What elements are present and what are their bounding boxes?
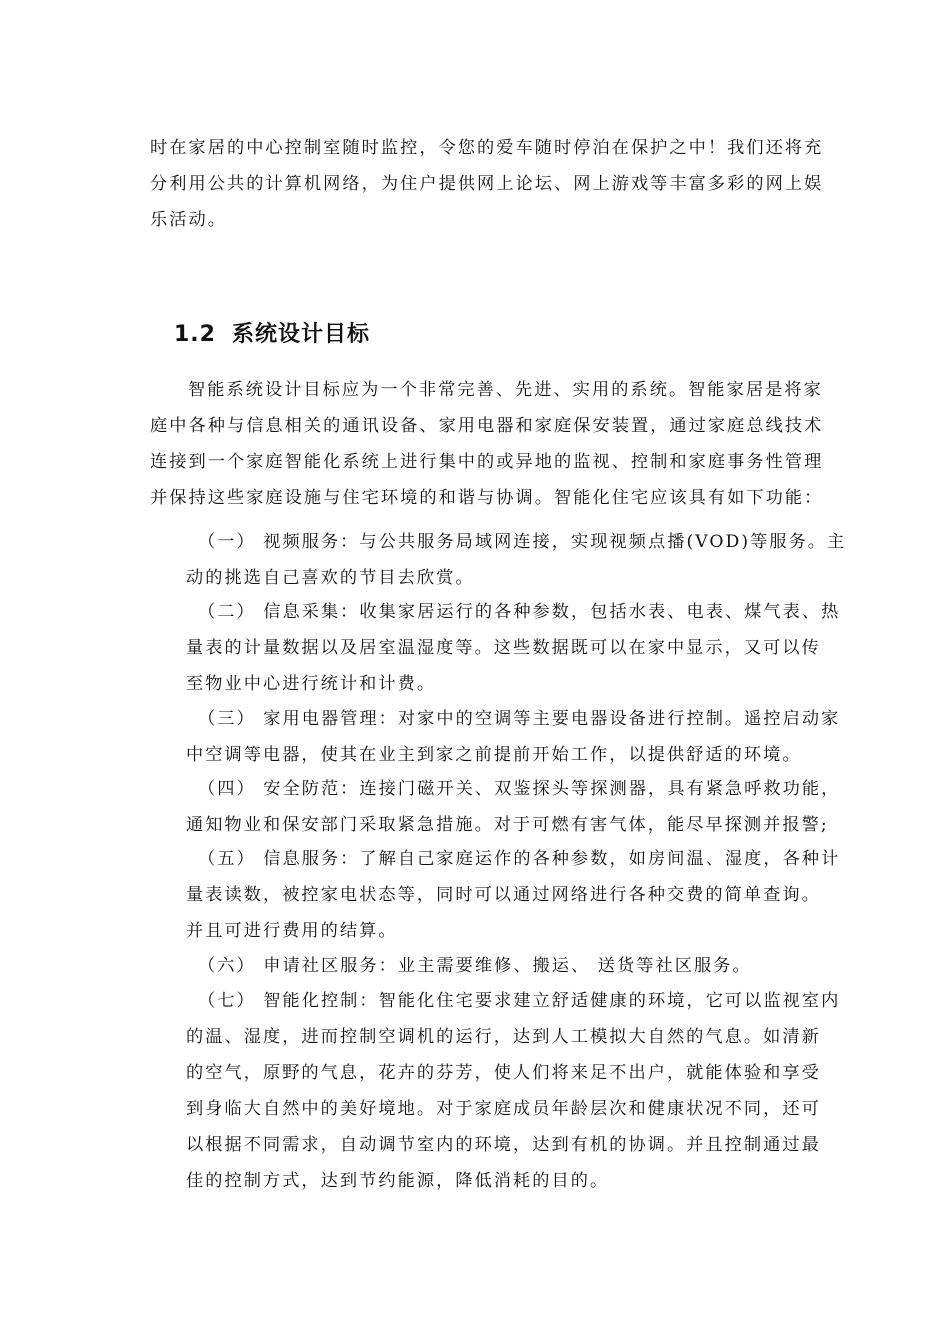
list-item-line: 量表读数，被控家电状态等，同时可以通过网络进行各种交费的简单查询。 xyxy=(186,885,821,905)
list-item-line: 到身临大自然中的美好境地。对于家庭成员年龄层次和健康状况不同，还可 xyxy=(186,1099,821,1119)
list-item-line: （三） 家用电器管理：对家中的空调等主要电器设备进行控制。遥控启动家 xyxy=(198,709,841,729)
list-item-line: （四） 安全防范：连接门磁开关、双鉴探头等探测器，具有紧急呼救功能， xyxy=(198,779,841,799)
list-item-line: （一） 视频服务：与公共服务局域网连接，实现视频点播(VOD)等服务。主 xyxy=(198,532,847,552)
section-title: 系统设计目标 xyxy=(232,322,371,347)
paragraph-line: 时在家居的中心控制室随时监控，令您的爱车随时停泊在保护之中！我们还将充 xyxy=(150,138,824,158)
paragraph-line: 智能系统设计目标应为一个非常完善、先进、实用的系统。智能家居是将家 xyxy=(188,380,823,400)
list-item-line: 量表的计量数据以及居室温湿度等。这些数据既可以在家中显示，又可以传 xyxy=(186,638,821,658)
section-number: 1.2 xyxy=(174,322,216,347)
list-item-line: 以根据不同需求，自动调节室内的环境，达到有机的协调。并且控制通过最 xyxy=(186,1135,821,1155)
paragraph-line: 庭中各种与信息相关的通讯设备、家用电器和家庭保安装置，通过家庭总线技术 xyxy=(150,416,824,436)
list-item-line: （五） 信息服务：了解自己家庭运作的各种参数，如房间温、湿度，各种计 xyxy=(198,849,841,869)
list-item-line: 动的挑选自己喜欢的节目去欣赏。 xyxy=(186,568,475,588)
paragraph-line: 分利用公共的计算机网络，为住户提供网上论坛、网上游戏等丰富多彩的网上娱 xyxy=(150,174,824,194)
list-item-line: （六） 申请社区服务：业主需要维修、搬运、 送货等社区服务。 xyxy=(198,956,752,976)
section-heading xyxy=(174,320,370,350)
list-item-line: 至物业中心进行统计和计费。 xyxy=(186,674,437,694)
list-item-line: 通知物业和保安部门采取紧急措施。对于可燃有害气体，能尽早探测并报警; xyxy=(186,815,829,835)
list-item-line: 佳的控制方式，达到节约能源，降低消耗的目的。 xyxy=(186,1171,610,1191)
list-item-line: 的空气，原野的气息，花卉的芬芳，使人们将来足不出户，就能体验和享受 xyxy=(186,1063,821,1083)
paragraph-line: 乐活动。 xyxy=(150,210,227,230)
list-item-line: 并且可进行费用的结算。 xyxy=(186,921,398,941)
list-item-line: （七） 智能化控制：智能化住宅要求建立舒适健康的环境，它可以监视室内 xyxy=(198,991,841,1011)
paragraph-line: 连接到一个家庭智能化系统上进行集中的或异地的监视、控制和家庭事务性管理 xyxy=(150,452,824,472)
list-item-line: 中空调等电器，使其在业主到家之前提前开始工作，以提供舒适的环境。 xyxy=(186,745,802,765)
list-item-line: （二） 信息采集：收集家居运行的各种参数，包括水表、电表、煤气表、热 xyxy=(198,602,841,622)
list-item-line: 的温、湿度，进而控制空调机的运行，达到人工模拟大自然的气息。如清新 xyxy=(186,1027,821,1047)
paragraph-line: 并保持这些家庭设施与住宅环境的和谐与协调。智能化住宅应该具有如下功能： xyxy=(150,488,824,508)
